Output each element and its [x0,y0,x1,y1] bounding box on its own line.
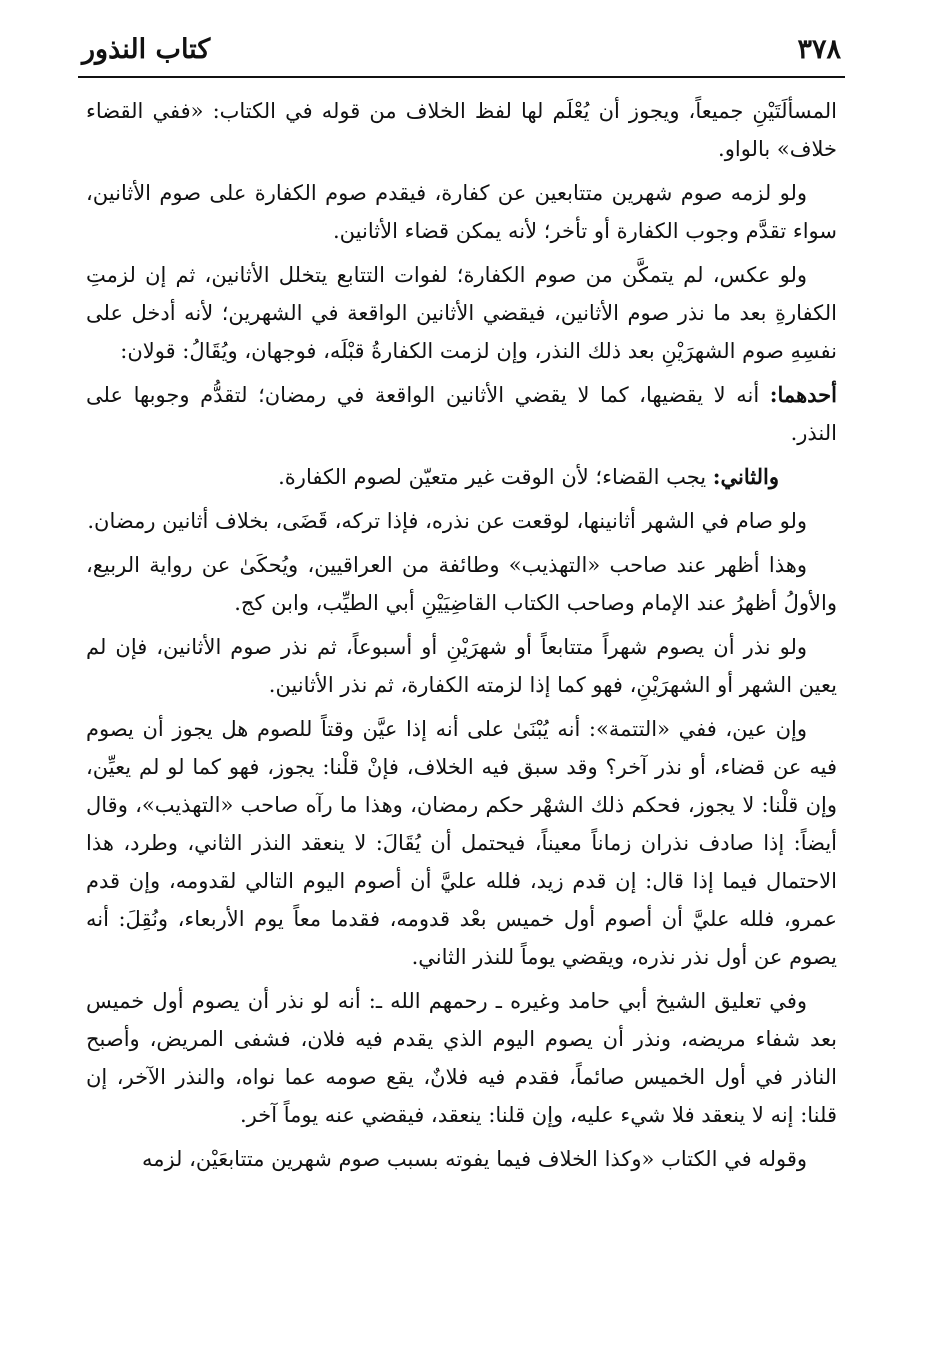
paragraph [86,502,837,540]
paragraph-text: ولو نذر أن يصوم شهراً متتابعاً أو شهرَيْنِ أو أسبوعاً، ثم نذر صوم الأثانين، فإن لم يعين الشهر أو الشهرَيْنِ، فهو كما إذا لزمته الكفارة، ثم نذر الأثانين. [86,635,837,697]
running-title: كتاب النذور [82,34,211,65]
paragraph-lead: والثاني: [712,464,779,489]
paragraph [86,92,837,168]
paragraph-lead: أحدهما: [769,382,837,407]
paragraph [86,546,837,622]
paragraph-text: ولو لزمه صوم شهرين متتابعين عن كفارة، فيقدم صوم الكفارة على صوم الأثانين، سواء تقدَّم وجوب الكفارة أو تأخر؛ لأنه يمكن قضاء الأثانين. [86,181,837,243]
paragraph [86,458,837,496]
paragraph-text: وقوله في الكتاب «وكذا الخلاف فيما يفوته بسبب صوم شهرين متتابعَيْن، لزمه [141,1147,807,1171]
paragraph-text: وفي تعليق الشيخ أبي حامد وغيره ـ رحمهم الله ـ: أنه لو نذر أن يصوم أول خميس بعد شفاء مريضه، ونذر أن يصوم اليوم الذي يقدم فيه فلان، فشفى المريض، وأصبح الناذر في أول الخميس صائماً، فقدم فيه فلانٌ، يقع صومه عما نواه، والنذر الآخر، إن قلنا: إنه لا ينعقد فلا شيء عليه، وإن قلنا: ينعقد، فيقضي عنه يوماً آخر. [86,989,837,1127]
page-body [86,92,837,1184]
page-header [82,26,841,76]
paragraph-text: وهذا أظهر عند صاحب «التهذيب» وطائفة من العراقيين، ويُحكَىٰ عن رواية الربيع، والأولُ أظهرُ عند الإمام وصاحب الكتاب القاضِيَيْنِ أبي الطيِّب، وابن كج. [86,553,837,615]
paragraph-text: أنه لا يقضيها، كما لا يقضي الأثانين الواقعة في رمضان؛ لتقدُّم وجوبها على النذر. [86,383,837,445]
page-number: ٣٧٨ [797,34,841,65]
paragraph [86,174,837,250]
paragraph [86,710,837,976]
paragraph [86,256,837,370]
paragraph-text: يجب القضاء؛ لأن الوقت غير متعيّن لصوم الكفارة. [278,465,713,489]
paragraph-text: وإن عين، ففي «التتمة»: أنه يُبْنَىٰ على أنه إذا عيَّن وقتاً للصوم هل يجوز أن يصوم فيه عن قضاء، أو نذر آخر؟ وقد سبق فيه الخلاف، فإنْ قلْنا: يجوز، فهو كما لو لم يعيِّن، وإن قلْنا: لا يجوز، فحكم ذلك الشهْر حكم رمضان، وهذا ما رآه صاحب «التهذيب»، وقال أيضاً: إذا صادف نذران زماناً معيناً، فيحتمل أن يُقَالَ: لا ينعقد النذر الثاني، وطرد، هذا الاحتمال فيما إذا قال: إن قدم زيد، فلله عليَّ أن أصوم اليوم التالي لقدومه، وإن قدم عمرو، فلله عليَّ أن أصوم أول خميس بعْد قدومه، فقدما معاً يوم الأربعاء، ونُقِلَ: أنه يصوم عن أول نذر نذره، ويقضي يوماً للنذر الثاني. [86,717,837,969]
paragraph [86,628,837,704]
paragraph-text: ولو صام في الشهر أثانينها، لوقعت عن نذره، فإذا تركه، قَضَى، بخلاف أثانين رمضان. [87,509,807,533]
paragraph [86,1140,837,1178]
header-rule [78,76,845,78]
paragraph [86,376,837,452]
paragraph [86,982,837,1134]
paragraph-text: ولو عكس، لم يتمكَّن من صوم الكفارة؛ لفوات التتابع يتخلل الأثانين، ثم إن لزمتِ الكفارةِ بعد ما نذر صوم الأثانين، فيقضي الأثانين الواقعة في الشهرين؛ لأنه أدخل على نفسِهِ صوم الشهرَيْنِ بعد ذلك النذر، وإن لزمت الكفارةُ قبْلَه، فوجهان، ويُقَالُ: قولان: [86,263,837,363]
paragraph-text: المسألَتَيْنِ جميعاً، ويجوز أن يُعْلَم لها لفظ الخلاف من قوله في الكتاب: «ففي القضاء خلاف» بالواو. [86,99,837,161]
